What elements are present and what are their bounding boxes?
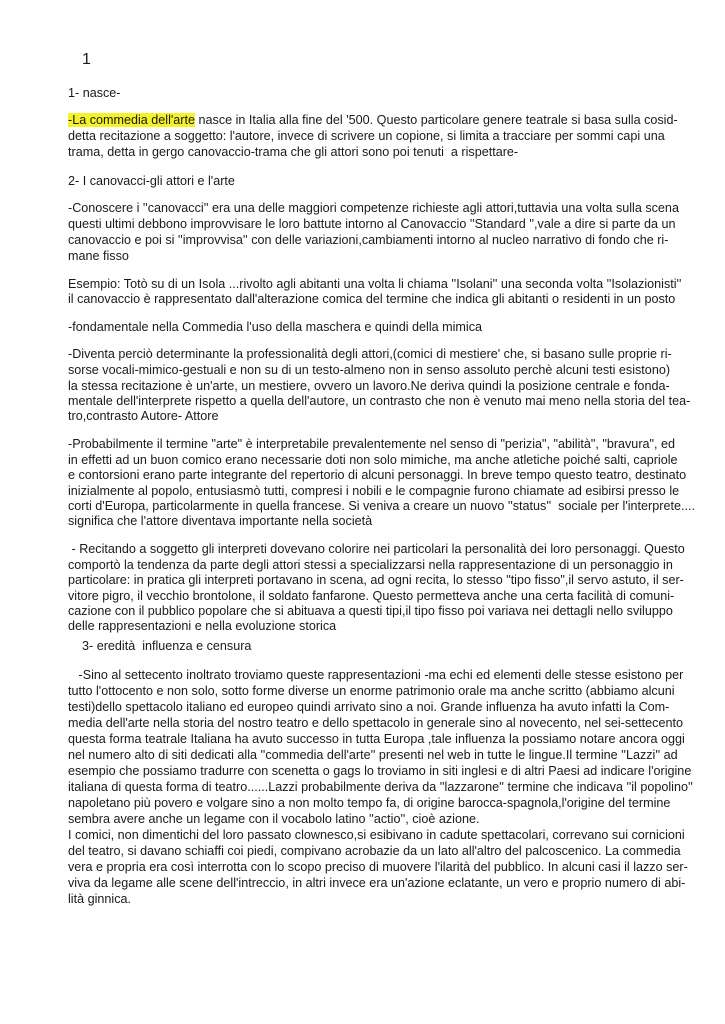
text-line: mane fisso xyxy=(68,249,129,263)
text-line: tro,contrasto Autore- Attore xyxy=(68,409,219,423)
text-line: nel numero alto di siti dedicati alla ''commedia dell'arte'' presenti nel web in tutte le lingue.Il termine ''Lazzi'' ad xyxy=(68,748,678,762)
section-heading: 1- nasce- xyxy=(68,86,121,100)
text-line: inizialmente al popolo, entusiasmò tutti, compresi i nobili e le compagnie furono chiamate ad esibirsi presso le xyxy=(68,484,680,498)
text-line: delle rappresentazioni e nella evoluzione storica xyxy=(68,619,337,633)
text-line: viva da legame alle scene dell'intreccio, in altri invece era un'azione eclatante, un vero e proprio numero di abi- xyxy=(68,876,686,890)
text-line: I comici, non dimentichi del loro passato clownesco,si esibivano in cadute spettacolari, correvano sui cornicioni xyxy=(68,828,685,842)
text-line: trama, detta in gergo canovaccio-trama che gli attori sono poi tenuti a rispettare- xyxy=(68,145,519,159)
text-line: canovaccio e poi si ''improvvisa'' con delle variazioni,cambiamenti intorno al nucleo narrativo di fondo che ri- xyxy=(68,233,669,247)
highlighted-text: -La commedia dell'arte xyxy=(68,113,196,127)
section-heading: 2- I canovacci-gli attori e l'arte xyxy=(68,174,235,188)
page-number: 1 xyxy=(82,51,91,68)
text-line: -Sino al settecento inoltrato troviamo queste rappresentazioni -ma echi ed elementi delle stesse esistono per xyxy=(68,668,684,682)
text-line: e contorsioni erano parte integrante del repertorio di alcuni personaggi. In breve tempo questo teatro, destinato xyxy=(68,468,687,482)
text-line: il canovaccio è rappresentato dall'alterazione comica del termine che indica gli abitanti o residenti in un posto xyxy=(68,292,676,306)
text-line: esempio che possiamo tradurre con scenetta o gags lo troviamo in siti inglesi e di altri Paesi ad indicare l'origine xyxy=(68,764,692,778)
text-line: lità ginnica. xyxy=(68,892,132,906)
text-line: -Probabilmente il termine "arte" è interpretabile prevalentemente nel senso di "perizia", "abilità", "bravura", ed xyxy=(68,437,675,451)
text-line: vera e propria era così interrotta con lo scopo preciso di muovere l'ilarità del pubblico. In alcuni casi il lazzo ser- xyxy=(68,860,688,874)
text-line: -fondamentale nella Commedia l'uso della maschera e quindi della mimica xyxy=(68,320,483,334)
text-line: italiana di questa forma di teatro......Lazzi probabilmente deriva da ''lazzarone'' termine che indicava ''il popolino'' xyxy=(68,780,693,794)
text-line: tutto l'ottocento e non solo, sotto forme diverse un enorme patrimonio orale ma anche scritto (abbiamo alcuni xyxy=(68,684,675,698)
text-line: cazione con il pubblico popolare che si abituava a questi tipi,il tipo fisso poi variava nei dettagli nello sviluppo xyxy=(68,604,673,618)
text-line xyxy=(68,113,678,128)
text-line: sembra avere anche un legame con il vocabolo latino ''actio'', cioè azione. xyxy=(68,812,480,826)
text-line: napoletano più povero e volgare sino a non molto tempo fa, di origine barocca-spagnola,l'origine del termine xyxy=(68,796,671,810)
text-line: -Diventa perciò determinante la professionalità degli attori,(comici di mestiere' che, si basano sulle proprie ri- xyxy=(68,347,672,361)
text-run: nasce in Italia alla fine del '500. Questo particolare genere teatrale si basa sulla cosid- xyxy=(195,113,678,127)
text-line: la stessa recitazione è un'arte, un mestiere, ovvero un lavoro.Ne deriva quindi la posizione centrale e fonda- xyxy=(68,379,670,393)
text-line: significa che l'attore diventava importante nella società xyxy=(68,514,373,528)
text-line: mentale dell'interprete rispetto a quella dell'autore, un contrasto che non è venuto mai meno nella storia del tea- xyxy=(68,394,691,408)
text-line: particolare: in pratica gli interpreti portavano in scena, ad ogni recita, lo stesso "tipo fisso",il servo astuto, il ser- xyxy=(68,573,684,587)
text-line: - Recitando a soggetto gli interpreti dovevano colorire nei particolari la personalità dei loro personaggi. Questo xyxy=(68,542,685,556)
section-heading: 3- eredità influenza e censura xyxy=(68,639,252,653)
text-line: questi ultimi debbono improvvisare le loro battute intorno al Canovaccio ''Standard '',vale a dire si parte da un xyxy=(68,217,676,231)
text-line: Esempio: Totò su di un Isola ...rivolto agli abitanti una volta li chiama ''Isolani'' una seconda volta ''Isolazionisti'' xyxy=(68,277,682,291)
text-line: media dell'arte nella storia del nostro teatro e dello spettacolo in generale sino al novecento, nel sei-settecento xyxy=(68,716,683,730)
text-line: detta recitazione a soggetto: l'autore, invece di scrivere un copione, si limita a tracciare per sommi capi una xyxy=(68,129,665,143)
text-line: vitore pigro, il vecchio brontolone, il soldato fanfarone. Questo permetteva anche una certa facilità di comuni- xyxy=(68,589,675,603)
text-line: sorse vocali-mimico-gestuali e non su di un testo-almeno non in senso assoluto perchè alcuni testi esistono) xyxy=(68,363,671,377)
text-line: comportò la tendenza da parte degli attori stessi a specializzarsi nella rappresentazione di un personaggio in xyxy=(68,558,673,572)
text-line: del teatro, si davano schiaffi coi piedi, compivano acrobazie da un lato all'altro del palcoscenico. La commedia xyxy=(68,844,681,858)
text-line: corti d'Europa, particolarmente in quella francese. Si veniva a creare un nuovo ''status'' sociale per l'interprete.... xyxy=(68,499,695,513)
text-line: testi)dello spettacolo italiano ed europeo quindi arrivato sino a noi. Grande influenza ha avuto infatti la Com- xyxy=(68,700,670,714)
text-line: questa forma teatrale Italiana ha avuto successo in tutta Europa ,tale influenza la possiamo notare ancora oggi xyxy=(68,732,685,746)
text-line: in effetti ad un buon comico erano necessarie doti non solo mimiche, ma anche atletiche poiché salti, capriole xyxy=(68,453,678,467)
text-line: -Conoscere i ''canovacci'' era una delle maggiori competenze richieste agli attori,tuttavia una volta sulla scena xyxy=(68,201,679,215)
